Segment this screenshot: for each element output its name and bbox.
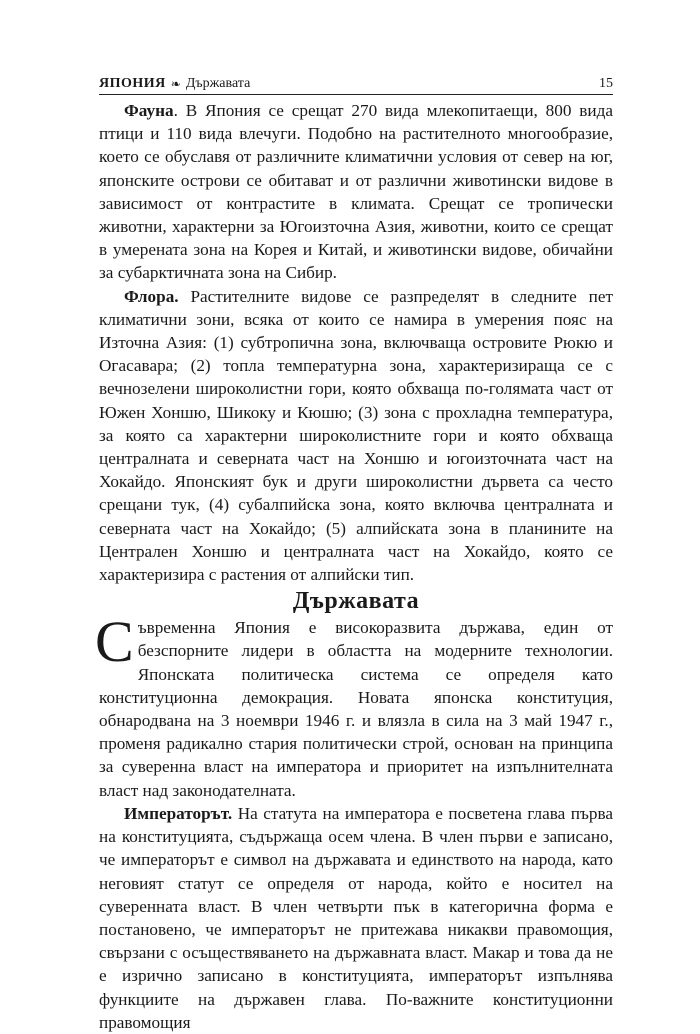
leaf-ornament-icon: ❧ [170, 77, 181, 91]
page-body [95, 99, 613, 1034]
drop-cap: С [95, 609, 134, 675]
header-country: ЯПОНИЯ [99, 76, 166, 91]
term-emperor: Императорът. [124, 803, 233, 823]
paragraph-state [95, 609, 613, 802]
header-section: Държавата [185, 76, 251, 91]
running-header-left [99, 74, 250, 94]
running-header [99, 70, 613, 95]
term-flora: Флора. [124, 286, 179, 306]
emperor-text: На статута на императора е посветена глава първа на конституцията, съдържаща осем члена. В член първи е записано, че императорът е символ на държавата и единството на народа, като неговият статут се определя от народа, който е носител на суверенната власт. В член четвърти пък в категорична форма е постановено, че императорът не притежава никакви правомощия, свързани с осъществяването на държавната власт. Макар и това да не е изрично записано в конституцията, императорът изпълнява функциите на държавен глава. По-важните конституционни правомощия [99, 803, 613, 1032]
page-number: 15 [599, 76, 613, 91]
paragraph-fauna [99, 99, 613, 285]
paragraph-emperor [99, 802, 613, 1034]
term-fauna: Фауна [124, 101, 174, 120]
paragraph-flora [99, 285, 613, 587]
flora-text: Растителните видове се разпределят в следните пет климатични зони, всяка от които се намира в умерения пояс на Източна Азия: (1) субтропична зона, включваща островите Рюкю и Огасавара; (2) топла температурна зона, характеризираща се с вечнозелени широколистни гори, която обхваща по-голямата част от Южен Хоншю, Шикоку и Кюшю; (3) зона с прохладна температура, за която са характерни широколистните гори и която обхваща централната и северната част на Хоншю и югоизточната част на Хокайдо. Японският бук и други широколистни дървета са често срещани тук, (4) субалпийска зона, която включва централната и северната част на Хокайдо; (5) алпийската зона в планините на Централен Хоншю и централната част на Хокайдо, която се характеризира с растения от алпийски тип. [99, 286, 613, 585]
fauna-text: . В Япония се срещат 270 вида млекопитаещи, 800 вида птици и 110 вида влечуги. Подобно на растителното многообразие, което се обуславя от различните климатични условия от север на юг, японските острови се обитават и от различни животински видове в зависимост от контрастите в климата. Срещат се тропически животни, характерни за Югоизточна Азия, животни, които се срещат в умерената зона на Корея и Китай, и животински видове, обичайни за субарктичната зона на Сибир. [99, 101, 613, 283]
state-text: ъвременна Япония е високоразвита държава, един от безспорните лидери в областта на модерните технологии. Японската политическа система се определя като конституционна демокрация. Новата японска конституция, обнародвана на 3 ноември 1946 г. и влязла в сила на 3 май 1947 г., променя радикално стария политически строй, основан на принципа за суверенна власт на императора и приоритет на изпълнителната власт над законодателната. [99, 618, 613, 800]
section-title: Държавата [292, 588, 420, 615]
